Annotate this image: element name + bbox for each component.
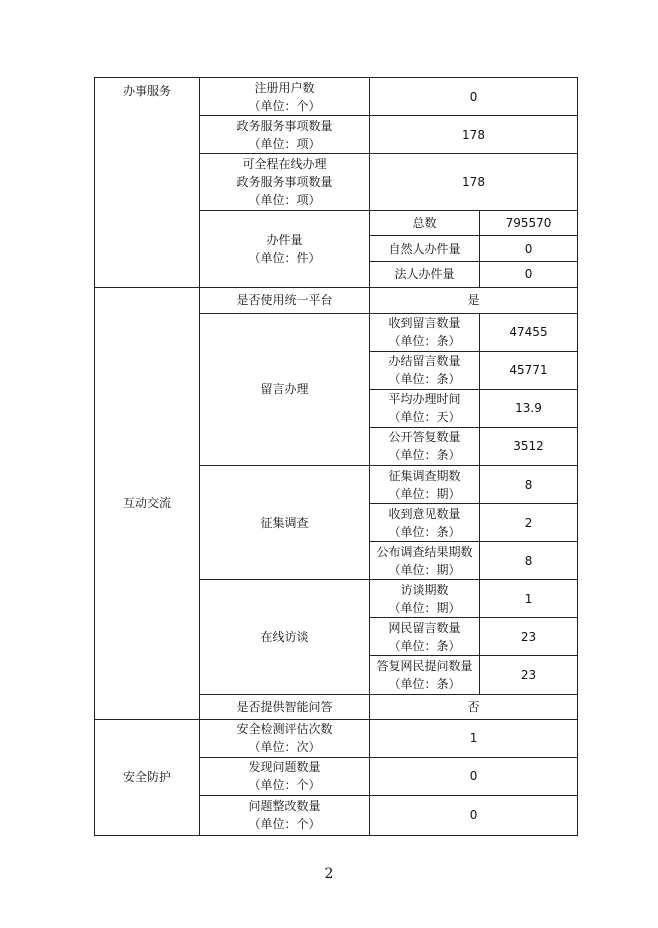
online-items-value: 178 (370, 154, 578, 211)
cases-total-value: 795570 (480, 211, 578, 236)
issues-fixed-value: 0 (370, 795, 578, 835)
evaluations-label: 安全检测评估次数 （单位：次） (200, 719, 370, 757)
interview-netizen-msgs-value: 23 (480, 618, 578, 656)
registered-users-label: 注册用户数 （单位：个） (200, 78, 370, 116)
survey-opinions-value: 2 (480, 504, 578, 542)
issues-found-label: 发现问题数量 （单位：个） (200, 757, 370, 795)
survey-results-label: 公布调查结果期数 （单位：期） (370, 542, 480, 580)
messages-public-replies-value: 3512 (480, 427, 578, 465)
smart-qa-value: 否 (370, 694, 578, 719)
survey-label: 征集调查 (200, 465, 370, 579)
unified-platform-value: 是 (370, 287, 578, 313)
section-interaction: 互动交流 (95, 287, 200, 719)
issues-fixed-label: 问题整改数量 （单位：个） (200, 795, 370, 835)
interview-answers-value: 23 (480, 656, 578, 694)
messages-received-label: 收到留言数量 （单位：条） (370, 313, 480, 351)
messages-received-value: 47455 (480, 313, 578, 351)
messages-avg-time-label: 平均办理时间 （单位：天） (370, 389, 480, 427)
interview-periods-label: 访谈期数 （单位：期） (370, 580, 480, 618)
cases-person-label: 自然人办件量 (370, 236, 480, 262)
cases-total-label: 总数 (370, 211, 480, 236)
messages-public-replies-label: 公开答复数量 （单位：条） (370, 427, 480, 465)
registered-users-value: 0 (370, 78, 578, 116)
unified-platform-label: 是否使用统一平台 (200, 287, 370, 313)
section-office-service: 办事服务 (95, 78, 200, 288)
cases-person-value: 0 (480, 236, 578, 262)
interview-label: 在线访谈 (200, 580, 370, 694)
statistics-table (94, 77, 578, 836)
page-number: 2 (324, 866, 334, 882)
survey-periods-label: 征集调查期数 （单位：期） (370, 465, 480, 503)
messages-completed-label: 办结留言数量 （单位：条） (370, 351, 480, 389)
online-items-label: 可全程在线办理 政务服务事项数量 （单位：项） (200, 154, 370, 211)
messages-label: 留言办理 (200, 313, 370, 465)
cases-legal-value: 0 (480, 262, 578, 287)
cases-legal-label: 法人办件量 (370, 262, 480, 287)
interview-periods-value: 1 (480, 580, 578, 618)
service-items-label: 政务服务事项数量 （单位：项） (200, 116, 370, 154)
cases-label: 办件量 （单位：件） (200, 211, 370, 287)
smart-qa-label: 是否提供智能问答 (200, 694, 370, 719)
issues-found-value: 0 (370, 757, 578, 795)
messages-avg-time-value: 13.9 (480, 389, 578, 427)
survey-results-value: 8 (480, 542, 578, 580)
survey-periods-value: 8 (480, 465, 578, 503)
interview-netizen-msgs-label: 网民留言数量 （单位：条） (370, 618, 480, 656)
survey-opinions-label: 收到意见数量 （单位：条） (370, 504, 480, 542)
section-security: 安全防护 (95, 719, 200, 835)
messages-completed-value: 45771 (480, 351, 578, 389)
interview-answers-label: 答复网民提问数量 （单位：条） (370, 656, 480, 694)
service-items-value: 178 (370, 116, 578, 154)
evaluations-value: 1 (370, 719, 578, 757)
